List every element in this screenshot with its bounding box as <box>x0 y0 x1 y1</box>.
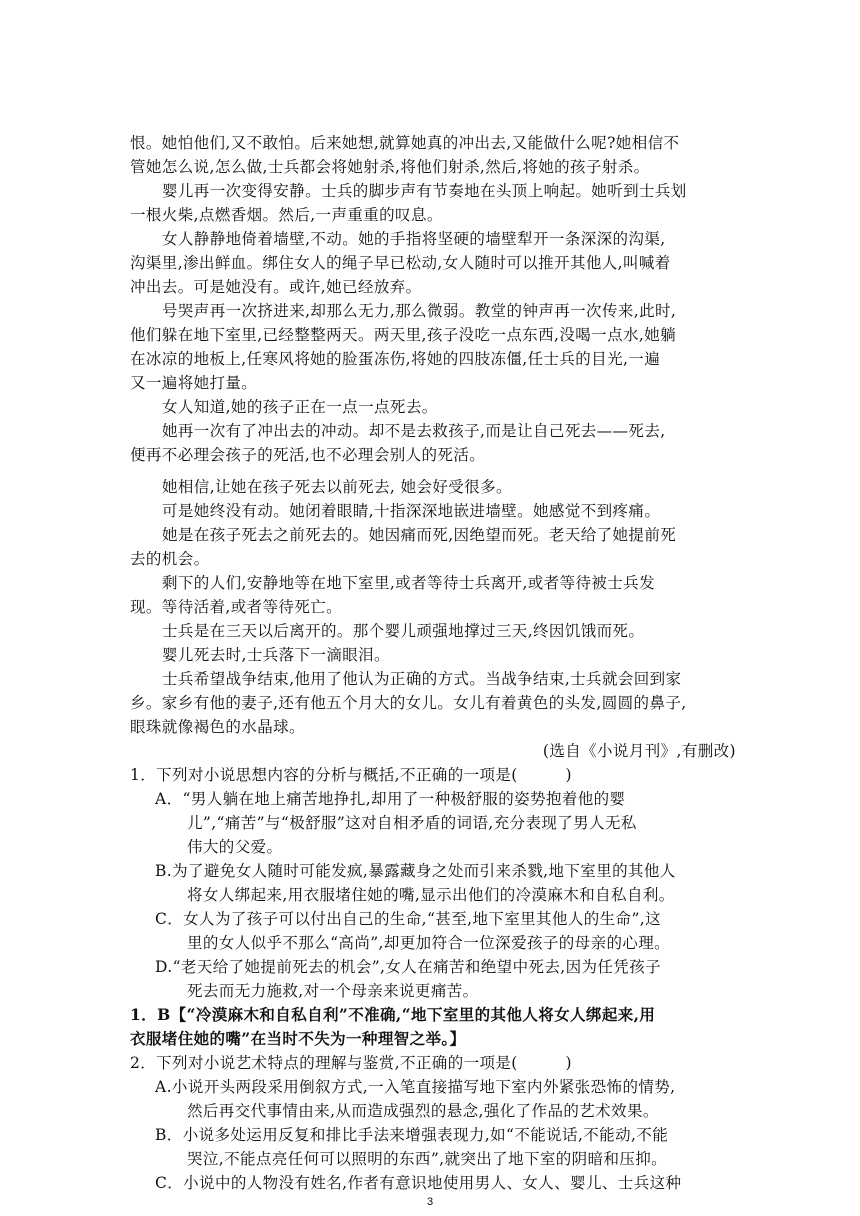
q2-option-a: 然后再交代事情由来,从而造成强烈的悬念,强化了作品的艺术效果。 <box>187 1102 659 1120</box>
q1-option-c: 里的女人似乎不那么“高尚”,却更加符合一位深爱孩子的母亲的心理。 <box>187 934 671 952</box>
q1-option-b: B.为了避免女人随时可能发疯,暴露藏身之处而引来杀戮,地下室里的其他人 <box>155 862 676 880</box>
q2-option-c: C．小说中的人物没有姓名,作者有意识地使用男人、女人、婴儿、士兵这种 <box>155 1174 682 1192</box>
q1-answer: 1．B【“冷漠麻木和自私自利”不准确,“地下室里的其他人将女人绑起来,用 <box>130 1005 656 1024</box>
q1-option-b: 将女人绑起来,用衣服堵住她的嘴,显示出他们的冷漠麻木和自私自利。 <box>187 886 675 904</box>
q1-option-a: 儿”,“痛苦”与“极舒服”这对自相矛盾的词语,充分表现了男人无私 <box>187 814 637 832</box>
story-line: 剩下的人们,安静地等在地下室里,或者等待士兵离开,或者等待被士兵发 <box>162 574 655 592</box>
q1-option-d: 死去而无力施救,对一个母亲来说更痛苦。 <box>187 982 479 1000</box>
q1-option-a: A．“男人躺在地上痛苦地挣扎,却用了一种极舒服的姿势抱着他的婴 <box>155 790 626 808</box>
story-line: 恨。她怕他们,又不敢怕。后来她想,就算她真的冲出去,又能做什么呢?她相信不 <box>130 134 680 152</box>
story-line: 士兵是在三天以后离开的。那个婴儿顽强地撑过三天,终因饥饿而死。 <box>162 622 645 640</box>
story-line: 女人静静地倚着墙壁,不动。她的手指将坚硬的墙壁犁开一条深深的沟渠, <box>162 230 666 248</box>
page-number: 3 <box>426 1196 434 1208</box>
q1-answer: 衣服堵住她的嘴”在当时不失为一种理智之举。】 <box>130 1029 466 1048</box>
story-line: 一根火柴,点燃香烟。然后,一声重重的叹息。 <box>130 206 443 224</box>
q1-option-d: D.“老天给了她提前死去的机会”,女人在痛苦和绝望中死去,因为任凭孩子 <box>155 958 662 976</box>
q2-option-a: A.小说开头两段采用倒叙方式,一入笔直接描写地下室内外紧张恐怖的情势, <box>155 1078 676 1096</box>
story-line: 女人知道,她的孩子正在一点一点死去。 <box>162 398 438 416</box>
q1-option-c: C．女人为了孩子可以付出自己的生命,“甚至,地下室里其他人的生命”,这 <box>155 910 661 928</box>
story-line: 管她怎么说,怎么做,士兵都会将她射杀,将他们射杀,然后,将她的孩子射杀。 <box>130 158 650 176</box>
story-line: 在冰凉的地板上,任寒风将她的脸蛋冻伤,将她的四肢冻僵,任士兵的目光,一遍 <box>130 350 661 368</box>
question-2-stem: 2．下列对小说艺术特点的理解与鉴赏,不正确的一项是( ) <box>130 1054 572 1072</box>
story-line: 又一遍将她打量。 <box>130 374 258 392</box>
story-line: 冲出去。可是她没有。或许,她已经放弃。 <box>130 278 422 296</box>
story-line: 她再一次有了冲出去的冲动。却不是去救孩子,而是让自己死去——死去, <box>162 422 666 440</box>
story-line: 眼珠就像褐色的水晶球。 <box>130 718 305 736</box>
q2-option-b: B．小说多处运用反复和排比手法来增强表现力,如“不能说话,不能动,不能 <box>155 1126 669 1144</box>
story-line: 现。等待活着,或者等待死亡。 <box>130 598 343 616</box>
story-line: 便再不必理会孩子的死活,也不必理会别人的死活。 <box>130 446 486 464</box>
story-line: 她相信,让她在孩子死去以前死去, 她会好受很多。 <box>162 478 512 496</box>
story-line: 婴儿再一次变得安静。士兵的脚步声有节奏地在头顶上响起。她听到士兵划 <box>162 182 687 200</box>
story-line: 沟渠里,渗出鲜血。绑住女人的绳子早已松动,女人随时可以推开其他人,叫喊着 <box>130 254 671 272</box>
source-citation: (选自《小说月刊》,有删改) <box>542 742 736 760</box>
story-line: 士兵希望战争结束,他用了他认为正确的方式。当战争结束,士兵就会回到家 <box>162 670 682 688</box>
story-line: 她是在孩子死去之前死去的。她因痛而死,因绝望而死。老天给了她提前死 <box>162 526 677 544</box>
story-line: 号哭声再一次挤进来,却那么无力,那么微弱。教堂的钟声再一次传来,此时, <box>162 302 677 320</box>
question-1-stem: 1．下列对小说思想内容的分析与概括,不正确的一项是( ) <box>130 766 572 784</box>
q2-option-b: 哭泣,不能点亮任何可以照明的东西”,就突出了地下室的阴暗和压抑。 <box>187 1150 668 1168</box>
story-line: 可是她终没有动。她闭着眼睛,十指深深地嵌进墙壁。她感觉不到疼痛。 <box>162 502 661 520</box>
q1-option-a: 伟大的父爱。 <box>187 838 283 856</box>
story-line: 婴儿死去时,士兵落下一滴眼泪。 <box>162 646 390 664</box>
story-line: 去的机会。 <box>130 550 210 568</box>
story-line: 乡。家乡有他的妻子,还有他五个月大的女儿。女儿有着黄色的头发,圆圆的鼻子, <box>130 694 687 712</box>
story-line: 他们躲在地下室里,已经整整两天。两天里,孩子没吃一点东西,没喝一点水,她躺 <box>130 326 677 344</box>
